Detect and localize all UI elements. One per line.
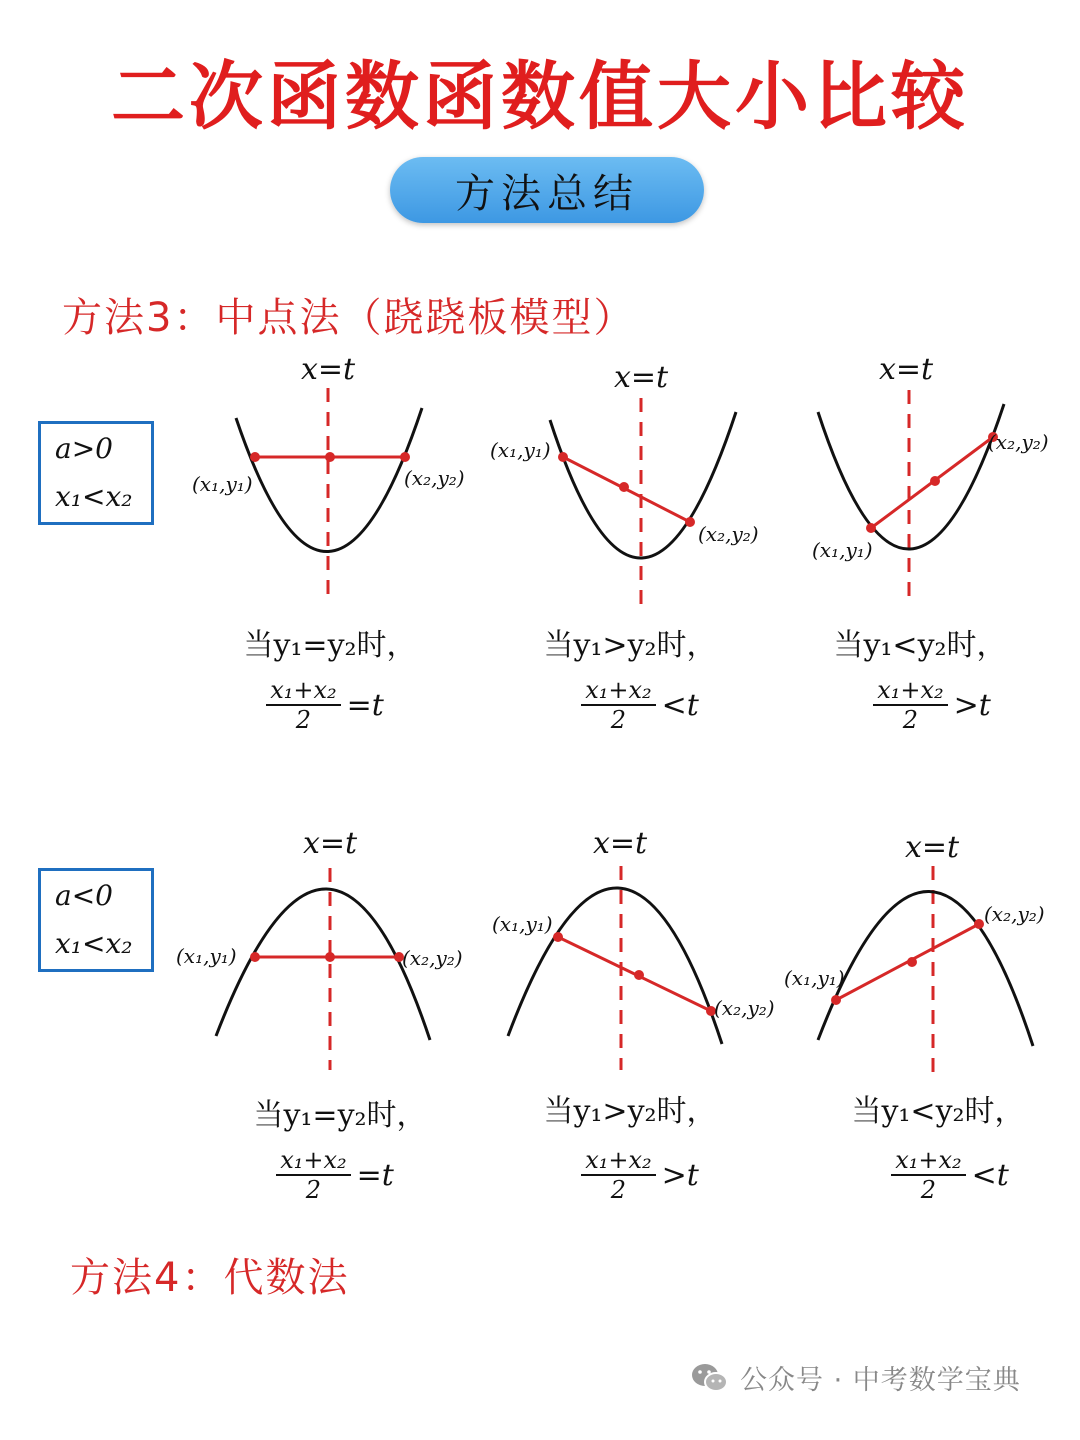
point-1-label: (x₁,y₁)	[492, 912, 553, 936]
fraction-denominator: 2	[610, 1176, 627, 1204]
graph-2-1	[216, 868, 430, 1070]
graph-1-1	[236, 388, 422, 598]
parabola-curve	[818, 404, 1004, 549]
point-1	[558, 452, 568, 462]
parabola-curve	[236, 408, 422, 552]
graph-2-3	[818, 866, 1033, 1075]
relation: =t	[356, 1157, 394, 1193]
subtitle-pill: 方法总结	[390, 157, 704, 223]
condition-caption: 当y₁>y₂时，	[543, 1094, 717, 1129]
graph-2-2	[508, 866, 722, 1070]
method-4-heading: 方法4：代数法	[70, 1255, 350, 1301]
midpoint	[619, 482, 629, 492]
fraction-numerator: x₁+x₂	[581, 676, 655, 706]
point-1-label: (x₁,y₁)	[490, 438, 551, 462]
point-2-label: (x₂,y₂)	[984, 902, 1045, 926]
fraction-numerator: x₁+x₂	[873, 676, 947, 706]
axis-label: x=t	[592, 826, 648, 861]
relation: >t	[953, 687, 991, 723]
point-1	[250, 952, 260, 962]
axis-label: x=t	[302, 826, 358, 861]
condition-a: a<0	[55, 879, 113, 912]
point-1-label: (x₁,y₁)	[176, 944, 237, 968]
footer-text: 公众号 · 中考数学宝典	[740, 1365, 1021, 1396]
axis-label: x=t	[613, 360, 669, 395]
condition-caption: 当y₁<y₂时，	[833, 628, 1007, 663]
graph-1-2	[550, 398, 736, 606]
condition-caption: 当y₁>y₂时，	[543, 628, 717, 663]
midpoint	[634, 970, 644, 980]
midpoint	[325, 452, 335, 462]
point-2-label: (x₂,y₂)	[698, 522, 759, 546]
result-formula	[802, 676, 1062, 734]
condition-x: x₁<x₂	[55, 927, 133, 960]
relation: >t	[661, 1157, 699, 1193]
fraction-denominator: 2	[610, 706, 627, 734]
point-2	[974, 919, 984, 929]
result-formula	[195, 676, 455, 734]
axis-label: x=t	[904, 830, 960, 865]
point-1-label: (x₁,y₁)	[812, 538, 873, 562]
condition-box-a-negative	[38, 868, 154, 972]
point-1	[866, 523, 876, 533]
midpoint	[325, 952, 335, 962]
midpoint	[930, 476, 940, 486]
graph-1-3	[818, 390, 1004, 598]
condition-caption: 当y₁=y₂时，	[253, 1098, 427, 1133]
condition-caption: 当y₁<y₂时，	[851, 1094, 1025, 1129]
point-2-label: (x₂,y₂)	[402, 946, 463, 970]
relation: <t	[971, 1157, 1009, 1193]
point-1	[831, 995, 841, 1005]
point-2	[685, 517, 695, 527]
fraction-numerator: x₁+x₂	[266, 676, 340, 706]
fraction-denominator: 2	[902, 706, 919, 734]
condition-x: x₁<x₂	[55, 480, 133, 513]
point-1	[250, 452, 260, 462]
relation: <t	[661, 687, 699, 723]
point-2-label: (x₂,y₂)	[714, 996, 775, 1020]
fraction-numerator: x₁+x₂	[581, 1146, 655, 1176]
result-formula	[205, 1146, 465, 1204]
point-2-label: (x₂,y₂)	[404, 466, 465, 490]
point-1	[553, 932, 563, 942]
axis-label: x=t	[300, 352, 356, 387]
relation: =t	[346, 687, 384, 723]
fraction-numerator: x₁+x₂	[276, 1146, 350, 1176]
fraction-denominator: 2	[295, 706, 312, 734]
condition-caption: 当y₁=y₂时，	[243, 628, 417, 663]
fraction-numerator: x₁+x₂	[891, 1146, 965, 1176]
watermark-footer	[690, 1358, 1021, 1397]
midpoint	[907, 957, 917, 967]
point-1-label: (x₁,y₁)	[784, 966, 845, 990]
result-formula	[510, 1146, 770, 1204]
point-1-label: (x₁,y₁)	[192, 472, 253, 496]
condition-a: a>0	[55, 432, 113, 465]
point-2-label: (x₂,y₂)	[988, 430, 1049, 454]
wechat-icon	[690, 1362, 730, 1394]
fraction-denominator: 2	[920, 1176, 937, 1204]
fraction-denominator: 2	[305, 1176, 322, 1204]
result-formula	[510, 676, 770, 734]
page-title: 二次函数函数值大小比较	[111, 54, 969, 140]
parabola-curve	[216, 889, 430, 1040]
method-3-heading: 方法3：中点法（跷跷板模型）	[62, 295, 636, 341]
axis-label: x=t	[878, 352, 934, 387]
point-2	[400, 452, 410, 462]
result-formula	[820, 1146, 1080, 1204]
